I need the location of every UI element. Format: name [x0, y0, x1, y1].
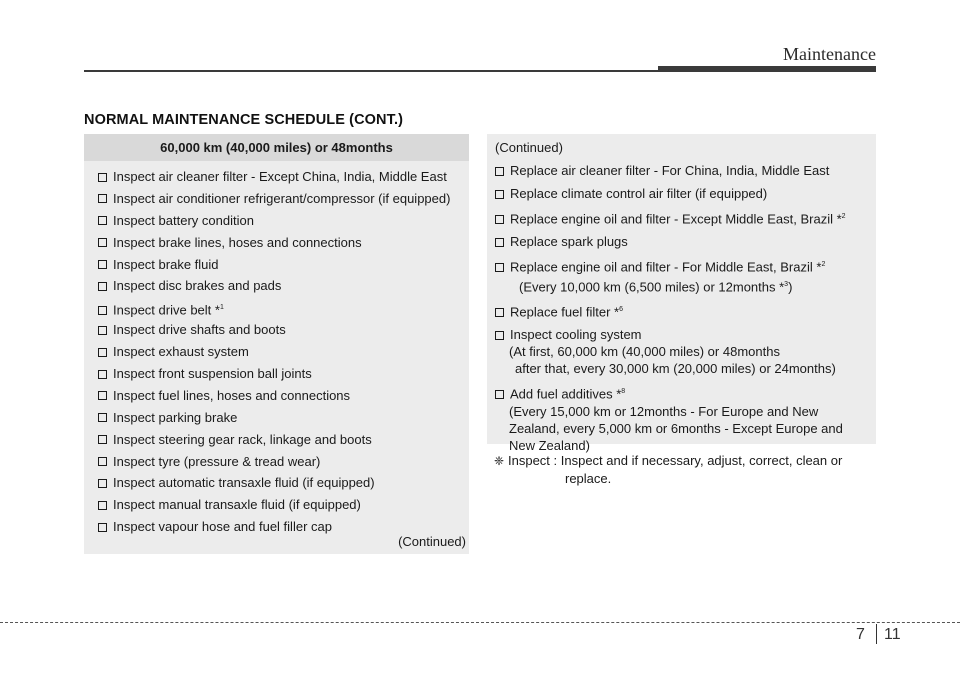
checkbox-icon [98, 282, 107, 291]
list-item: Inspect front suspension ball joints [98, 363, 469, 385]
footnote-ref: 2 [821, 261, 826, 269]
list-item: Inspect steering gear rack, linkage and boots [98, 429, 469, 451]
page-number: 11 [884, 626, 901, 643]
list-item: Inspect parking brake [98, 407, 469, 429]
inspection-list [84, 161, 469, 538]
list-item: Inspect battery condition [98, 210, 469, 232]
list-item: Replace engine oil and filter - Except Middle East, Brazil *$^2$ [495, 208, 876, 227]
list-item: Inspect tyre (pressure & tread wear) [98, 451, 469, 473]
footnote-ref: 1 [219, 304, 224, 312]
list-item: Inspect automatic transaxle fluid (if equipped) [98, 472, 469, 494]
continued-label: (Continued) [495, 140, 563, 155]
checkbox-icon [98, 501, 107, 510]
checkbox-icon [495, 167, 504, 176]
checkbox-icon [495, 238, 504, 247]
checkbox-icon [98, 326, 107, 335]
list-item: Inspect exhaust system [98, 341, 469, 363]
page-number-divider [876, 624, 877, 644]
list-item: Inspect manual transaxle fluid (if equipped) [98, 494, 469, 516]
checkbox-icon [98, 260, 107, 269]
checkbox-icon [495, 215, 504, 224]
checkbox-icon [495, 390, 504, 399]
checkbox-icon [98, 306, 107, 315]
checkbox-icon [495, 331, 504, 340]
list-item: Inspect air conditioner refrigerant/compressor (if equipped) [98, 188, 469, 210]
schedule-left-panel [84, 134, 469, 554]
footnote-ref: 2 [841, 213, 846, 220]
list-item: Inspect fuel lines, hoses and connections [98, 385, 469, 407]
list-item: Replace fuel filter *$^6$ [495, 301, 876, 320]
list-item: Inspect brake lines, hoses and connections [98, 232, 469, 254]
list-item: Inspect disc brakes and pads [98, 275, 469, 297]
list-item: Inspect drive belt *$^1$ [98, 297, 469, 319]
checkbox-icon [98, 523, 107, 532]
list-item: Inspect drive shafts and boots [98, 319, 469, 341]
checkbox-icon [98, 435, 107, 444]
list-item: Replace climate control air filter (if equipped) [495, 185, 876, 202]
schedule-right-panel [487, 134, 876, 453]
footer-rule [0, 622, 960, 623]
checkbox-icon [98, 238, 107, 247]
list-item: Inspect brake fluid [98, 254, 469, 276]
interval-heading: 60,000 km (40,000 miles) or 48months [84, 134, 469, 161]
list-item: Inspect cooling system (At first, 60,000 km (40,000 miles) or 48months after that, every 30,000 km (20,000 miles) or 24months) [495, 326, 876, 377]
page-header-title: Maintenance [783, 44, 876, 64]
checkbox-icon [98, 457, 107, 466]
header-rule-accent [658, 66, 876, 72]
list-item: Inspect vapour hose and fuel filler cap [98, 516, 469, 538]
asterism-icon: ❈ [494, 454, 505, 468]
list-item: Replace air cleaner filter - For China, India, Middle East [495, 162, 876, 179]
checkbox-icon [98, 370, 107, 379]
checkbox-icon [98, 216, 107, 225]
checkbox-icon [495, 308, 504, 317]
replacement-list [495, 162, 876, 454]
checkbox-icon [98, 413, 107, 422]
checkbox-icon [98, 479, 107, 488]
footnote-ref: 8 [621, 388, 626, 396]
checkbox-icon [495, 263, 504, 272]
checkbox-icon [98, 173, 107, 182]
continued-note: (Continued) [398, 534, 466, 549]
footnote-ref: 3 [784, 280, 789, 288]
section-title: NORMAL MAINTENANCE SCHEDULE (CONT.) [84, 112, 404, 128]
list-item: Replace engine oil and filter - For Middle East, Brazil *$^2$ (Every 10,000 km (6,500 miles) or 12months *$^3$) [495, 256, 876, 295]
inspect-definition-note: ❈ Inspect : Inspect and if necessary, adjust, correct, clean or replace. [494, 453, 843, 486]
checkbox-icon [98, 391, 107, 400]
checkbox-icon [495, 190, 504, 199]
checkbox-icon [98, 194, 107, 203]
footnote-ref: 6 [619, 305, 624, 313]
chapter-number: 7 [856, 626, 865, 643]
list-item: Replace spark plugs [495, 233, 876, 250]
header-rule [84, 70, 664, 72]
list-item: Add fuel additives *$^8$ (Every 15,000 km or 12months - For Europe and New Zealand, every 5,000 km or 6months - Except Europe and New Zealand) [495, 383, 876, 453]
list-item: Inspect air cleaner filter - Except China, India, Middle East [98, 166, 469, 188]
checkbox-icon [98, 348, 107, 357]
